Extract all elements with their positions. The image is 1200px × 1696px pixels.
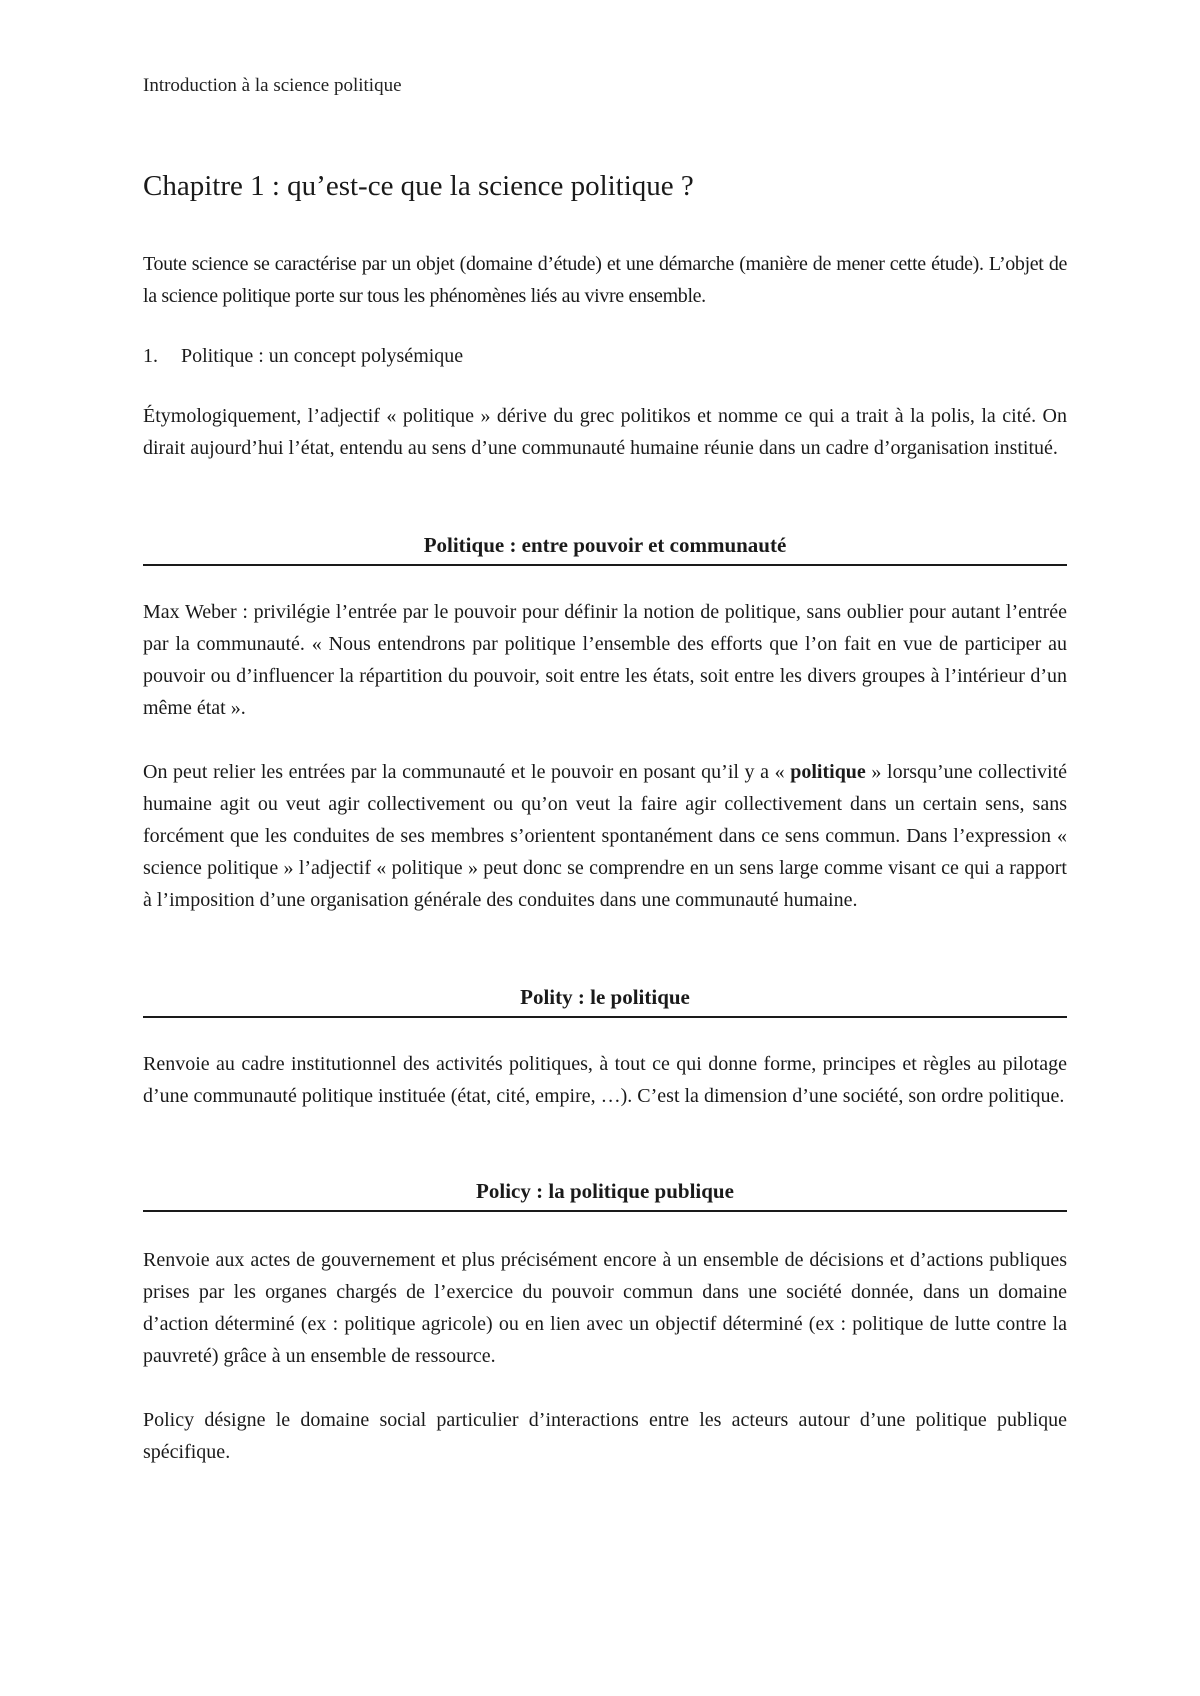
policy-definition-paragraph: Policy désigne le domaine social particulier d’interactions entre les acteurs autour d’une politique publique spécifique. bbox=[143, 1409, 1067, 1463]
running-header: Introduction à la science politique bbox=[143, 75, 402, 96]
intro-paragraph: Toute science se caractérise par un objet (domaine d’étude) et une démarche (manière de mener cette étude). L’objet de la science politique porte sur tous les phénomènes liés au vivre ensemble. bbox=[143, 253, 1067, 307]
polity-paragraph: Renvoie au cadre institutionnel des activités politiques, à tout ce qui donne forme, principes et règles au pilotage d’une communauté politique instituée (état, cité, empire, …). C’est la dimension d’une société, son ordre politique. bbox=[143, 1053, 1067, 1107]
section-heading-pouvoir-communaute: Politique : entre pouvoir et communauté bbox=[143, 532, 1067, 566]
link-paragraph-text-after: » lorsqu’une collectivité humaine agit ou veut agir collectivement ou qu’on veut la faire agir collectivement dans un certain sens, sans forcément que les conduites de ses membres s’orientent spontanément dans ce sens commun. Dans l’expression « science politique » l’adjectif « politique » peut donc se comprendre en un sens large comme visant ce qui a rapport à l’imposition d’une organisation générale des conduites dans une communauté humaine. bbox=[143, 761, 1067, 911]
link-paragraph-text-before: On peut relier les entrées par la communauté et le pouvoir en posant qu’il y a « bbox=[143, 761, 791, 783]
weber-paragraph: Max Weber : privilégie l’entrée par le pouvoir pour définir la notion de politique, sans oublier pour autant l’entrée par la communauté. « Nous entendrons par politique l’ensemble des efforts que l’on fait en vue de participer au pouvoir ou d’influencer la répartition du pouvoir, soit entre les états, soit entre les divers groupes à l’intérieur d’un même état ». bbox=[143, 601, 1067, 719]
policy-paragraph: Renvoie aux actes de gouvernement et plus précisément encore à un ensemble de décisions et d’actions publiques prises par les organes chargés de l’exercice du pouvoir commun dans une société donnée, dans un domaine d’action déterminé (ex : politique agricole) ou en lien avec un objectif déterminé (ex : politique de lutte contre la pauvreté) grâce à un ensemble de ressource. bbox=[143, 1249, 1067, 1367]
chapter-title: Chapitre 1 : qu’est-ce que la science politique ? bbox=[143, 170, 694, 202]
list-item bbox=[143, 340, 463, 372]
link-paragraph bbox=[143, 756, 1067, 916]
list-item-number: 1. bbox=[143, 345, 158, 367]
link-paragraph-bold-term: politique bbox=[790, 761, 866, 783]
etymology-paragraph: Étymologiquement, l’adjectif « politique » dérive du grec politikos et nomme ce qui a trait à la polis, la cité. On dirait aujourd’hui l’état, entendu au sens d’une communauté humaine réunie dans un cadre d’organisation institué. bbox=[143, 405, 1067, 459]
document-page bbox=[143, 0, 1067, 1696]
list-item-label: Politique : un concept polysémique bbox=[181, 345, 464, 367]
section-heading-policy: Policy : la politique publique bbox=[143, 1178, 1067, 1212]
section-heading-polity: Polity : le politique bbox=[143, 984, 1067, 1018]
